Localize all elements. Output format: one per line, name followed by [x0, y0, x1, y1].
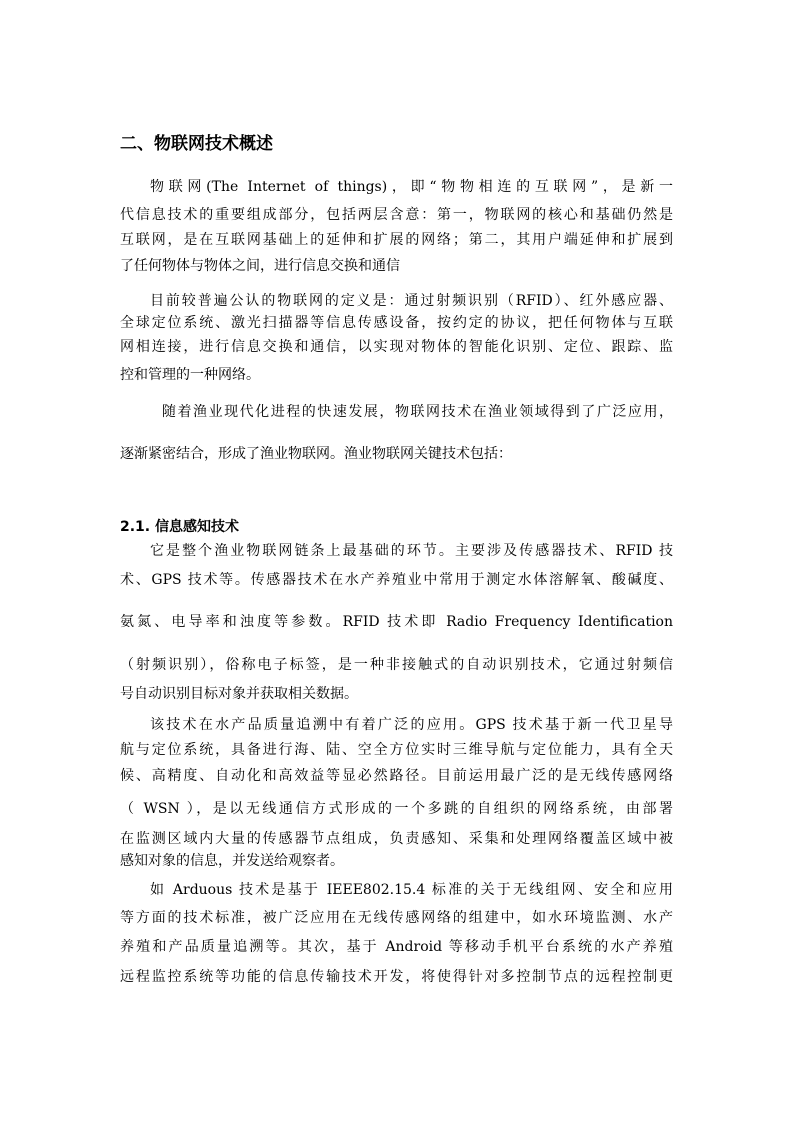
paragraph-line: 感知对象的信息，并发送给观察者。 [120, 853, 344, 869]
section-title: 二、物联网技术概述 [120, 134, 273, 154]
paragraph-line: 远程监控系统等功能的信息传输技术开发，将使得针对多控制节点的远程控制更 [120, 969, 673, 985]
paragraph-line: 了任何物体与物体之间，进行信息交换和通信 [120, 258, 400, 274]
paragraph-line: 如 Arduous 技术是基于 IEEE802.15.4 标准的关于无线组网、安全和应用 [150, 882, 673, 898]
paragraph-line: 号自动识别目标对象并获取相关数据。 [120, 686, 358, 702]
subsection-title: 2.1. 信息感知技术 [120, 519, 239, 535]
paragraph-line: 该技术在水产品质量追溯中有着广泛的应用。GPS 技术基于新一代卫星导 [150, 717, 673, 733]
paragraph-line: 等方面的技术标准，被广泛应用在无线传感网络的组建中，如水环境监测、水产 [120, 910, 673, 926]
paragraph-line: （射频识别），俗称电子标签，是一种非接触式的自动识别技术，它通过射频信 [120, 657, 673, 673]
paragraph-line: 在监测区域内大量的传感器节点组成，负责感知、采集和处理网络覆盖区域中被 [120, 831, 673, 847]
paragraph-line: 逐渐紧密结合，形成了渔业物联网。渔业物联网关键技术包括： [120, 446, 512, 462]
paragraph-line: 代信息技术的重要组成部分，包括两层含意：第一，物联网的核心和基础仍然是 [120, 207, 673, 223]
paragraph-line: 物联网(The Internet of things)，即“物物相连的互联网”，是新一 [150, 179, 673, 195]
paragraph-line: 全球定位系统、激光扫描器等信息传感设备，按约定的协议，把任何物体与互联 [120, 315, 673, 331]
paragraph-line: （ WSN ），是以无线通信方式形成的一个多跳的自组织的网络系统，由部署 [120, 801, 673, 817]
paragraph-line: 它是整个渔业物联网链条上最基础的环节。主要涉及传感器技术、RFID 技 [150, 543, 673, 559]
paragraph-line: 养殖和产品质量追溯等。其次，基于 Android 等移动手机平台系统的水产养殖 [120, 939, 673, 955]
paragraph-line: 术、GPS 技术等。传感器技术在水产养殖业中常用于测定水体溶解氧、酸碱度、 [120, 572, 673, 588]
paragraph-line: 网相连接，进行信息交换和通信，以实现对物体的智能化识别、定位、跟踪、监 [120, 339, 673, 355]
paragraph-line: 互联网，是在互联网基础上的延伸和扩展的网络；第二，其用户端延伸和扩展到 [120, 232, 673, 248]
paragraph-line: 目前较普遍公认的物联网的定义是：通过射频识别（RFID）、红外感应器、 [150, 293, 673, 309]
paragraph-line: 控和管理的一种网络。 [120, 367, 260, 383]
paragraph-line: 氨氮、电导率和浊度等参数。RFID 技术即 Radio Frequency Identification [120, 614, 673, 630]
paragraph-line: 随着渔业现代化进程的快速发展，物联网技术在渔业领域得到了广泛应用， [162, 404, 673, 420]
paragraph-line: 航与定位系统，具备进行海、陆、空全方位实时三维导航与定位能力，具有全天 [120, 742, 673, 758]
paragraph-line: 候、高精度、自动化和高效益等显必然路径。目前运用最广泛的是无线传感网络 [120, 768, 673, 784]
